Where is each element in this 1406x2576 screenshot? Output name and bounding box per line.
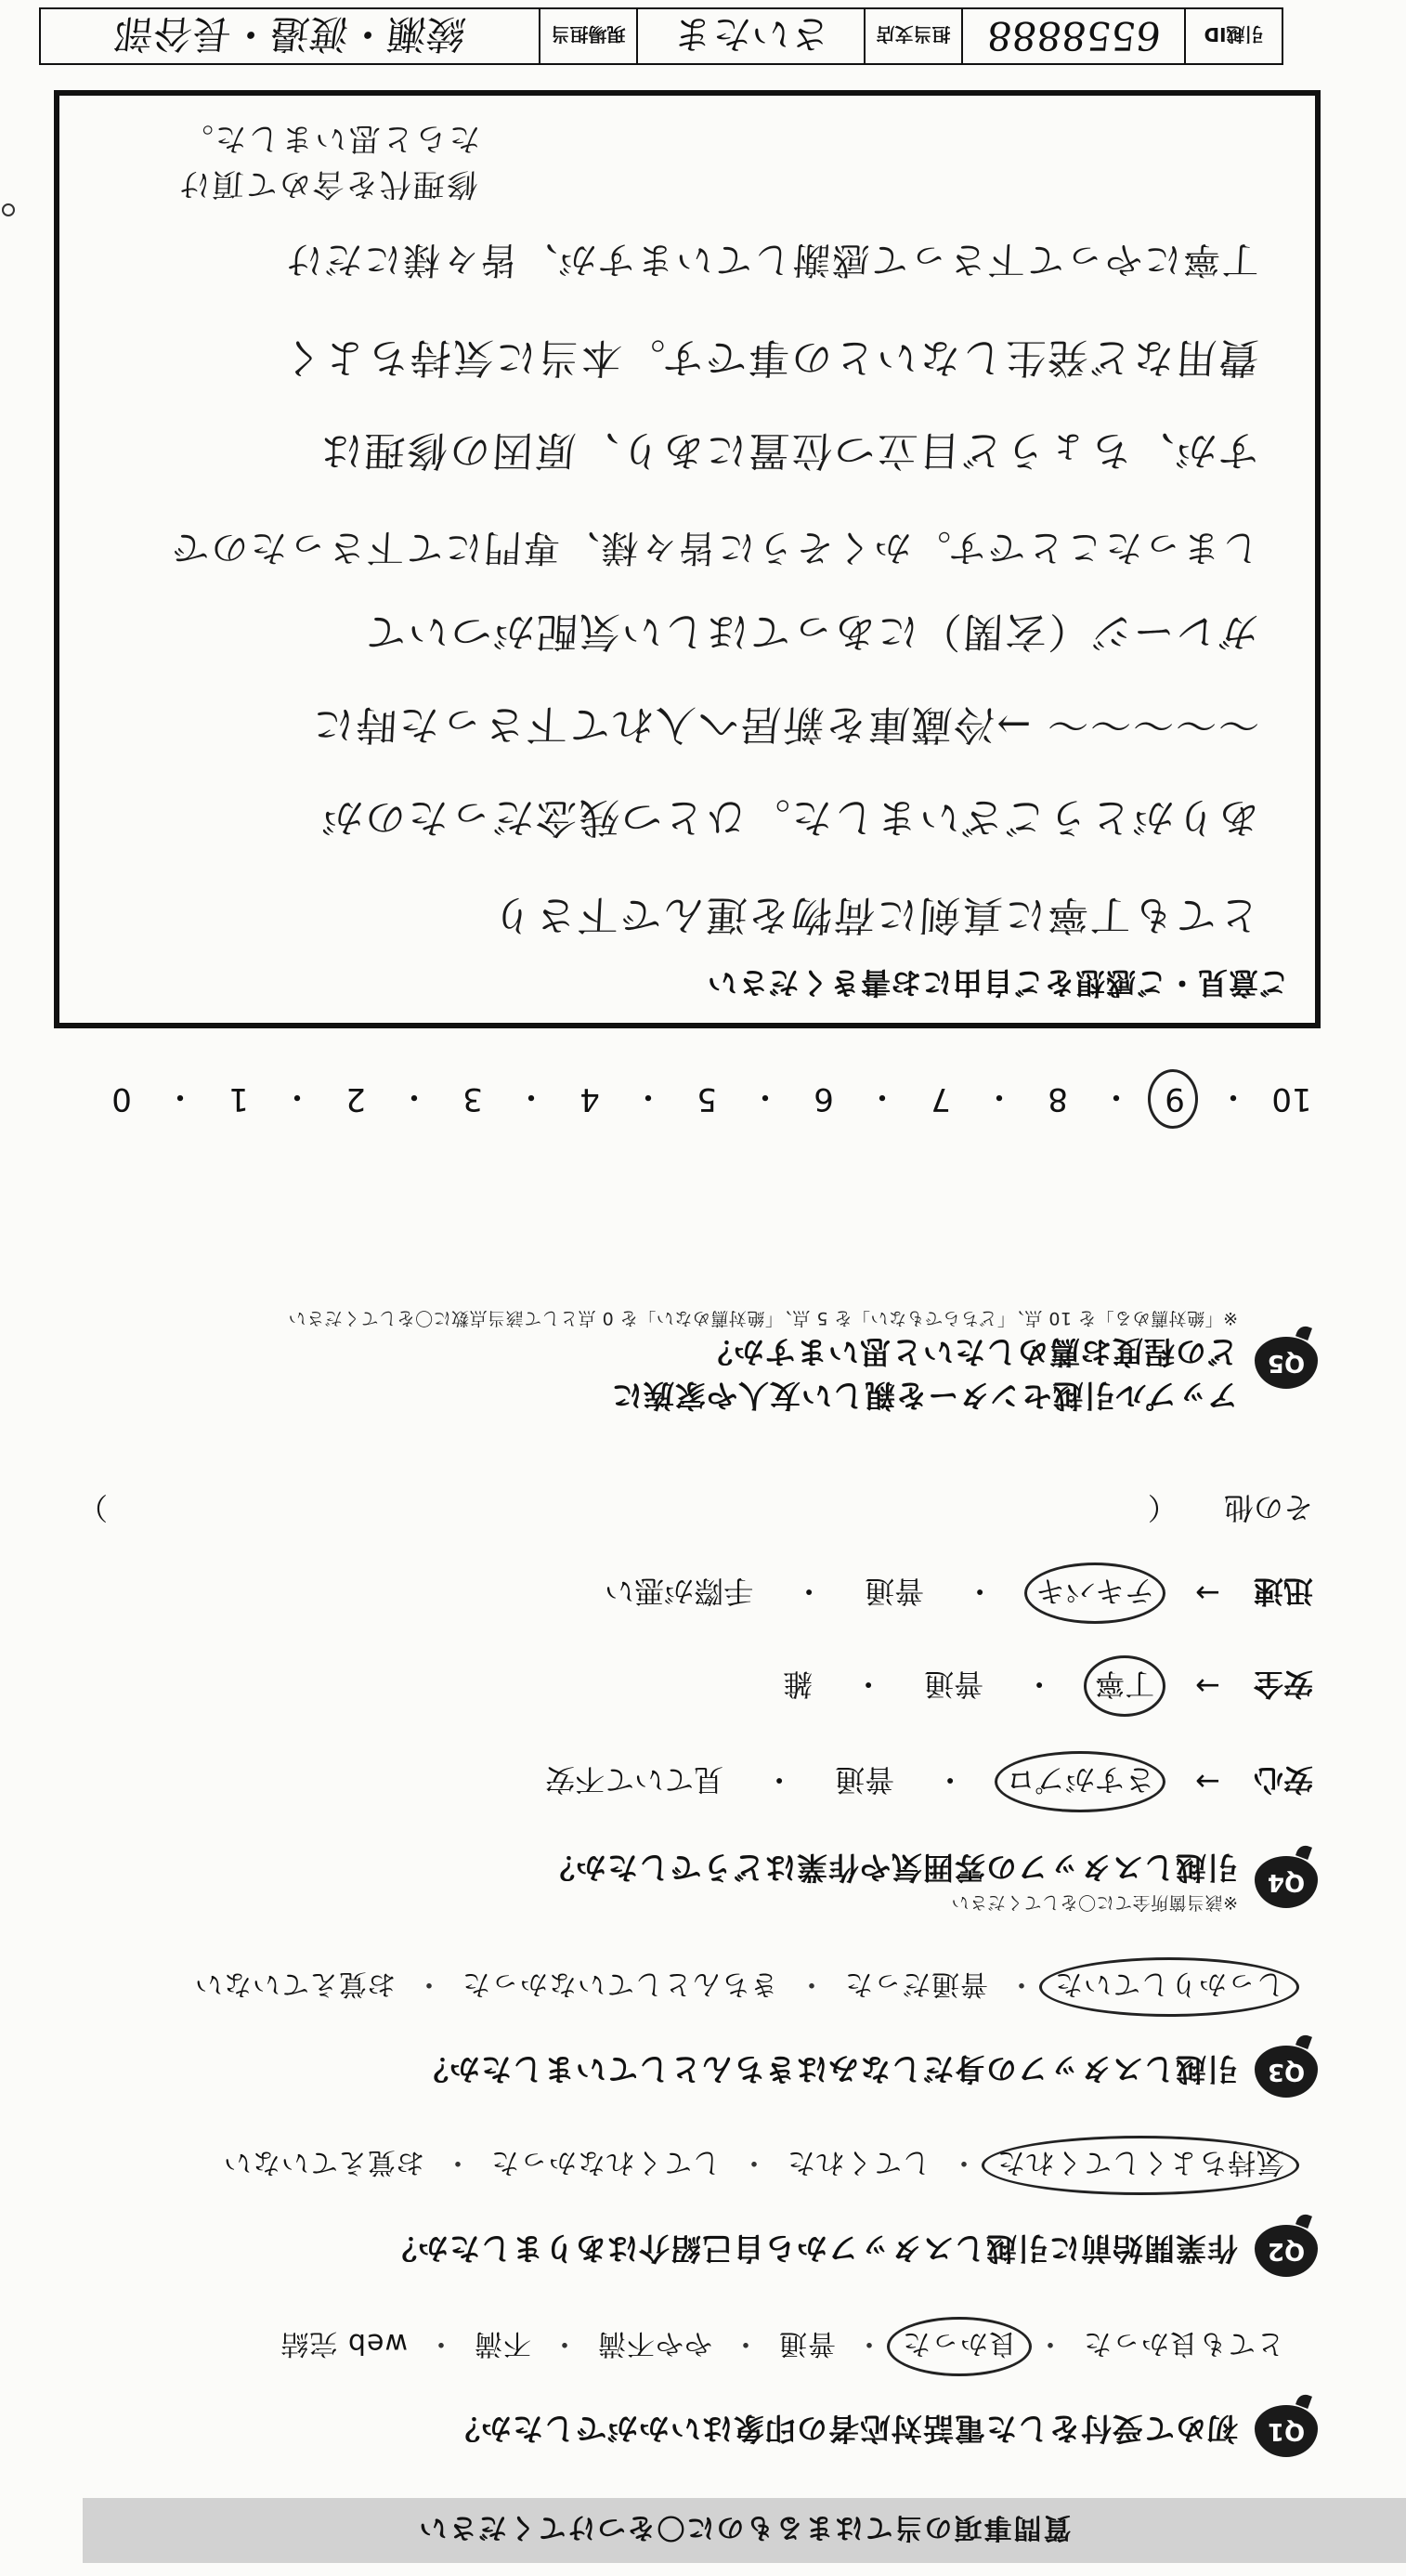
q2-badge: Q2 (1255, 2225, 1318, 2277)
comment-line: しまったことです。かくそうに皆々様、専門にて下さったので (169, 526, 1261, 569)
q3-text: 引越しスタッフの身だしなみはきちんとしていましたか？ (417, 2051, 1238, 2088)
scale-3[interactable]: 3 (462, 1080, 483, 1118)
comment-line: とても丁寧に真剣に荷物を運んで下さり (488, 891, 1261, 938)
question-5 (288, 1307, 1318, 1419)
branch-label: 担当支店 (876, 23, 951, 46)
scale-8[interactable]: 8 (1048, 1080, 1068, 1118)
question-2 (385, 2225, 1318, 2277)
scale-9-selected[interactable]: 9 (1153, 1081, 1196, 1118)
arrow-icon: → (1195, 1668, 1220, 1704)
q1-options: とても良かった ・ 良かった ・ 普通 ・ やや不満 ・ 不満 ・ web 完結 (274, 2326, 1290, 2367)
scale-2[interactable]: 2 (345, 1080, 366, 1118)
category-option[interactable]: 雑 (783, 1667, 814, 1702)
q3-option-selected[interactable]: しっかりしていた (1048, 1967, 1290, 2007)
branch-value-cell[interactable] (636, 9, 864, 63)
scale-5[interactable]: 5 (696, 1080, 717, 1118)
banner-text: 質問事項の当てはまるものに〇をつけてください (417, 2511, 1072, 2543)
category-option-selected[interactable]: テキパキ (1032, 1572, 1158, 1615)
other-open-paren: （ (1147, 1490, 1178, 1525)
q3-option[interactable]: きちんとしていなかった (462, 1968, 778, 2000)
q5-note: ※「絶対薦める」を 10 点、「どちらでもない」を 5 点、「絶対薦めない」を 0 点として該当点数に〇をしてください (288, 1308, 1238, 1328)
q5-scale: 10 ・ 9 ・ 8 ・ 7 ・ 6 ・ 5 ・ 4 ・ 3 ・ 2 ・ 1 ・ 0 (100, 1077, 1313, 1122)
q1-option[interactable]: 不満 (474, 2327, 531, 2360)
q3-badge: Q3 (1255, 2046, 1318, 2098)
q3-option[interactable]: 普通だった (844, 1968, 988, 2000)
scale-0[interactable]: 0 (111, 1080, 132, 1118)
question-3 (417, 2046, 1318, 2098)
staff-label-cell (539, 9, 636, 63)
stray-mark (2, 203, 15, 216)
question-1 (449, 2405, 1318, 2457)
other-close-paren: ） (78, 1490, 109, 1525)
comment-line: 〜〜〜〜〜 →冷蔵庫を新居へ入れて下さった時に (310, 700, 1261, 748)
branch-label-cell (864, 9, 961, 63)
id-label: 引越ID (1204, 23, 1264, 46)
category-option[interactable]: 普通 (924, 1667, 984, 1702)
q4-note: ※該当箇所全てに〇をしてください (951, 1892, 1238, 1913)
staff-value-cell[interactable] (41, 9, 539, 63)
instructions-banner (83, 2498, 1406, 2563)
scale-10[interactable]: 10 (1271, 1080, 1312, 1118)
q2-text: 作業開始前に引越しスタッフから自己紹介はありましたか？ (385, 2230, 1238, 2268)
q1-option[interactable]: やや不満 (597, 2327, 712, 2360)
q4-category-jinsoku: 迅速 → テキパキ ・ 普通 ・ 手際が悪い (601, 1572, 1313, 1615)
scale-1[interactable]: 1 (228, 1080, 249, 1118)
staff-label: 現場担当 (551, 23, 626, 46)
category-option[interactable]: 普通 (865, 1574, 925, 1609)
q1-option[interactable]: 普通 (778, 2327, 836, 2360)
category-option[interactable]: 普通 (835, 1762, 895, 1798)
category-option-selected[interactable]: 丁寧 (1091, 1665, 1158, 1707)
comment-line: 費用など発生しないとの事です。本当に気持ちよく (279, 333, 1261, 381)
q5-text-line1: アップル引越センターを親しい友人や家族に (610, 1378, 1238, 1414)
q1-badge: Q1 (1255, 2405, 1318, 2457)
category-label: 安心 (1253, 1762, 1313, 1798)
scale-4[interactable]: 4 (579, 1080, 600, 1118)
info-table (39, 7, 1283, 65)
category-option-selected[interactable]: さすがプロ (1002, 1760, 1158, 1803)
staff-value: 綾瀬・渡邉・長谷部 (111, 11, 468, 57)
q2-option[interactable]: お覚えていない (223, 2146, 424, 2178)
comments-title: ご意見・ご感想をご自由にお書きください (706, 965, 1289, 1000)
q2-option[interactable]: してくれた (787, 2146, 931, 2178)
id-value-cell[interactable] (961, 9, 1184, 63)
arrow-icon: → (1195, 1764, 1220, 1799)
q2-option-selected[interactable]: 気持ちよくしてくれた (991, 2145, 1290, 2186)
comment-line: 丁寧にやって下さって感謝していますが、皆々様にだけ (282, 238, 1261, 281)
comment-line: すが、ちょうど目立つ位置にあり、原因の修理は (318, 426, 1261, 474)
q1-option[interactable]: とても良かった (1083, 2327, 1284, 2360)
comment-line: ありがとうございました。ひとつ残念だったのが (319, 793, 1261, 841)
q4-other (78, 1488, 1313, 1531)
q4-category-anshin: 安心 → さすがプロ ・ 普通 ・ 見ていて不安 (541, 1760, 1313, 1803)
q4-badge: Q4 (1255, 1856, 1318, 1908)
category-label: 迅速 (1253, 1574, 1313, 1609)
category-label: 安全 (1253, 1667, 1313, 1702)
q2-option[interactable]: してくれなかった (490, 2146, 721, 2178)
q1-text: 初めて受付をした電話対応者の印象はいかがでしたか？ (449, 2411, 1238, 2448)
q3-options: しっかりしていた ・ 普通だった ・ きちんとしていなかった ・ お覚えていない (189, 1967, 1290, 2007)
q1-option[interactable]: web 完結 (280, 2327, 408, 2360)
q3-option[interactable]: お覚えていない (194, 1968, 396, 2000)
scale-6[interactable]: 6 (814, 1080, 834, 1118)
comments-box[interactable] (54, 90, 1321, 1028)
other-label: その他 (1223, 1490, 1313, 1525)
category-option[interactable]: 見ていて不安 (545, 1762, 724, 1798)
q1-option-selected[interactable]: 良かった (896, 2326, 1022, 2367)
id-label-cell (1184, 9, 1282, 63)
q4-category-anzen: 安全 → 丁寧 ・ 普通 ・ 雑 (779, 1665, 1313, 1707)
comment-line: 修理代を含めて頂けたらと思いました。 (176, 120, 482, 203)
q5-badge: Q5 (1255, 1338, 1318, 1390)
id-value: 6558888 (983, 13, 1164, 59)
scale-7[interactable]: 7 (931, 1080, 951, 1118)
branch-value: さいたま (670, 11, 832, 57)
category-option[interactable]: 手際が悪い (605, 1574, 754, 1609)
q2-options: 気持ちよくしてくれた ・ してくれた ・ してくれなかった ・ お覚えていない (217, 2145, 1290, 2186)
question-4 (543, 1848, 1318, 1916)
arrow-icon: → (1195, 1576, 1220, 1611)
q4-text: 引越しスタッフの雰囲気や作業はどうでしたか？ (543, 1850, 1238, 1886)
q5-text-line2: どの程度お薦めしたいと思いますか？ (701, 1334, 1238, 1370)
comment-line: ガレージ（玄関）にあってほしい気配がついて (362, 608, 1261, 655)
